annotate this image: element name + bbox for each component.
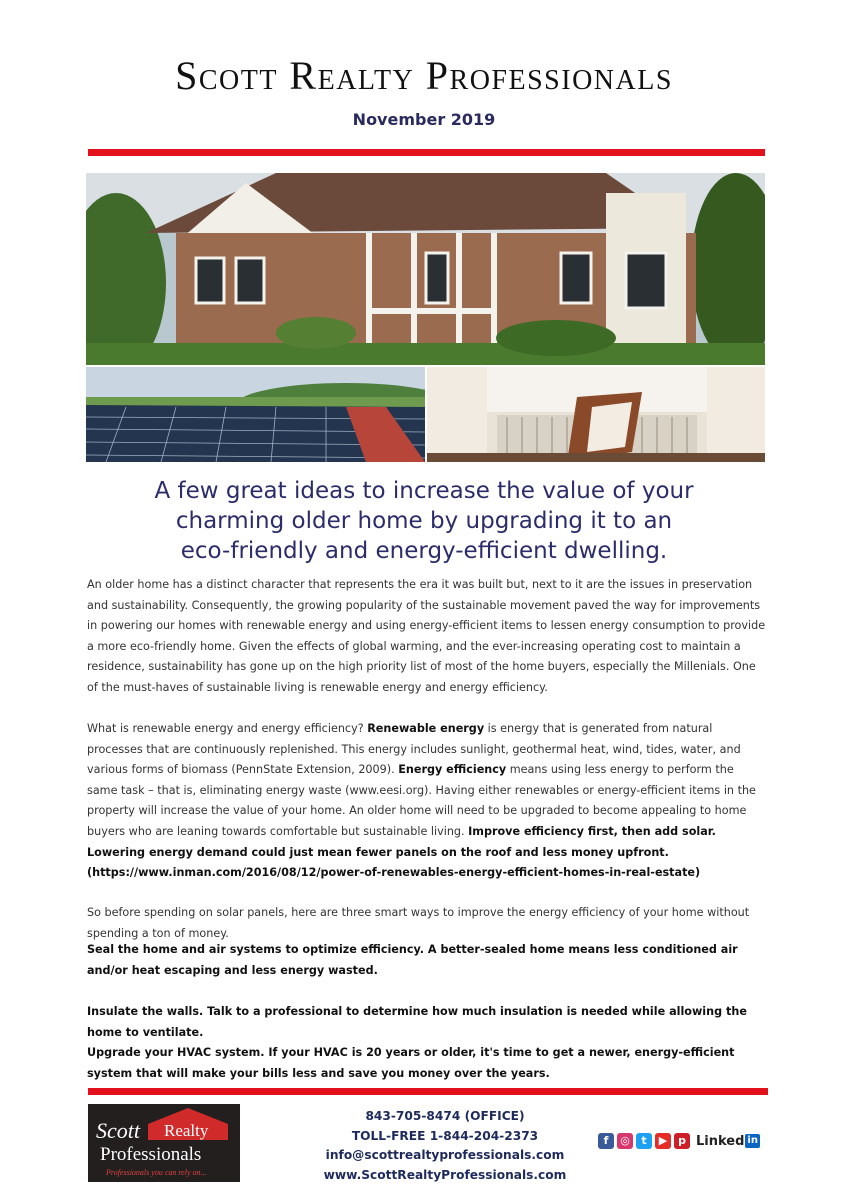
linkedin-icon[interactable] <box>696 1134 760 1149</box>
house-photo-icon <box>86 173 765 365</box>
bold-callout: Improve efficiency first, then add solar. Lowering energy demand could just mean fewer panels on the roof and less money upfront. (https://www.inman.com/2016/08/12/power-of-renewables-energy-efficient-homes-in-real-estate) <box>87 824 716 880</box>
bold-term: Energy efficiency <box>398 763 507 777</box>
radiator-window-photo-icon <box>427 367 765 462</box>
solar-panels-photo-icon <box>86 367 425 462</box>
contact-block <box>300 1107 590 1185</box>
linkedin-text: Linked <box>696 1133 745 1149</box>
logo-professionals-text: Professionals <box>100 1144 202 1165</box>
headline-line: eco-friendly and energy-efficient dwelling. <box>180 538 668 564</box>
paragraph-text: What is renewable energy and energy efficiency? <box>87 722 368 735</box>
article-headline <box>86 476 762 566</box>
logo-realty-text: Realty <box>164 1121 209 1140</box>
youtube-icon[interactable]: ▶ <box>655 1133 671 1149</box>
tip-insulate <box>87 1002 767 1043</box>
tip-text: Insulate the walls. Talk to a professional to determine how much insulation is needed while allowing the home to ventilate. <box>87 1005 747 1039</box>
issue-date: November 2019 <box>352 110 496 129</box>
tip-seal <box>87 940 767 981</box>
website-link[interactable]: www.ScottRealtyProfessionals.com <box>323 1167 567 1182</box>
bottom-divider <box>88 1088 768 1095</box>
tips-intro: So before spending on solar panels, here are three smart ways to improve the energy efficiency of your home without spending a ton of money. <box>87 906 750 940</box>
facebook-icon[interactable]: f <box>598 1133 614 1149</box>
social-links <box>598 1132 760 1150</box>
tip-text: Seal the home and air systems to optimize efficiency. A better-sealed home means less conditioned air and/or heat escaping and less energy wasted. <box>87 943 738 977</box>
logo-tagline-text: Professionals you can rely on... <box>106 1168 207 1177</box>
linkedin-in-badge: in <box>747 1135 758 1146</box>
tollfree-phone[interactable]: TOLL-FREE 1-844-204-2373 <box>351 1128 539 1143</box>
company-logo[interactable] <box>88 1104 240 1182</box>
headline-line: charming older home by upgrading it to an <box>175 508 673 534</box>
tip-hvac <box>87 1043 767 1084</box>
tip-text: Upgrade your HVAC system. If your HVAC is 20 years or older, it's time to get a newer, energy-efficient system that will make your bills less and save you money over the years. <box>87 1046 735 1080</box>
headline-line: A few great ideas to increase the value of your <box>154 478 694 504</box>
top-divider <box>88 149 765 156</box>
intro-paragraph: An older home has a distinct character that represents the era it was built but, next to it are the issues in preservation and sustainability. Consequently, the growing popularity of the sustainable movement paved the way for improvements in powering our homes with renewable energy and using energy-efficient items to lessen energy consumption to provide a more eco-friendly home. Given the effects of global warming, and the ever-increasing operating cost to maintain a residence, sustainability has gone up on the high priority list of most of the home buyers, especially the Millenials. One of the must-haves of sustainable living is renewable energy and energy efficiency. <box>87 578 766 694</box>
instagram-icon[interactable]: ◎ <box>617 1133 633 1149</box>
twitter-icon[interactable]: t <box>636 1133 652 1149</box>
office-phone[interactable]: 843-705-8474 (OFFICE) <box>365 1109 525 1123</box>
email-link[interactable]: info@scottrealtyprofessionals.com <box>325 1148 565 1162</box>
bold-term: Renewable energy <box>367 722 485 735</box>
logo-scott-text: Scott <box>96 1118 140 1143</box>
paragraph-text: means using less energy to perform the same task – that is, eliminating energy waste (www.eesi.org). Having either renewables or energy-efficient items in the property will increase the value of your home. An older home will need to be upgraded to become appealing to home buyers who are leaning towards comfortable but sustainable living. <box>87 763 756 838</box>
definitions-paragraph <box>87 719 767 884</box>
pinterest-icon[interactable]: p <box>674 1133 690 1149</box>
paragraph-text: is energy that is generated from natural processes that are continuously replenished. This energy includes sunlight, geothermal heat, wind, tides, water, and various forms of biomass (PennState Extension, 2009). <box>87 722 741 777</box>
brand-title: Scott Realty Professionals <box>175 53 673 98</box>
